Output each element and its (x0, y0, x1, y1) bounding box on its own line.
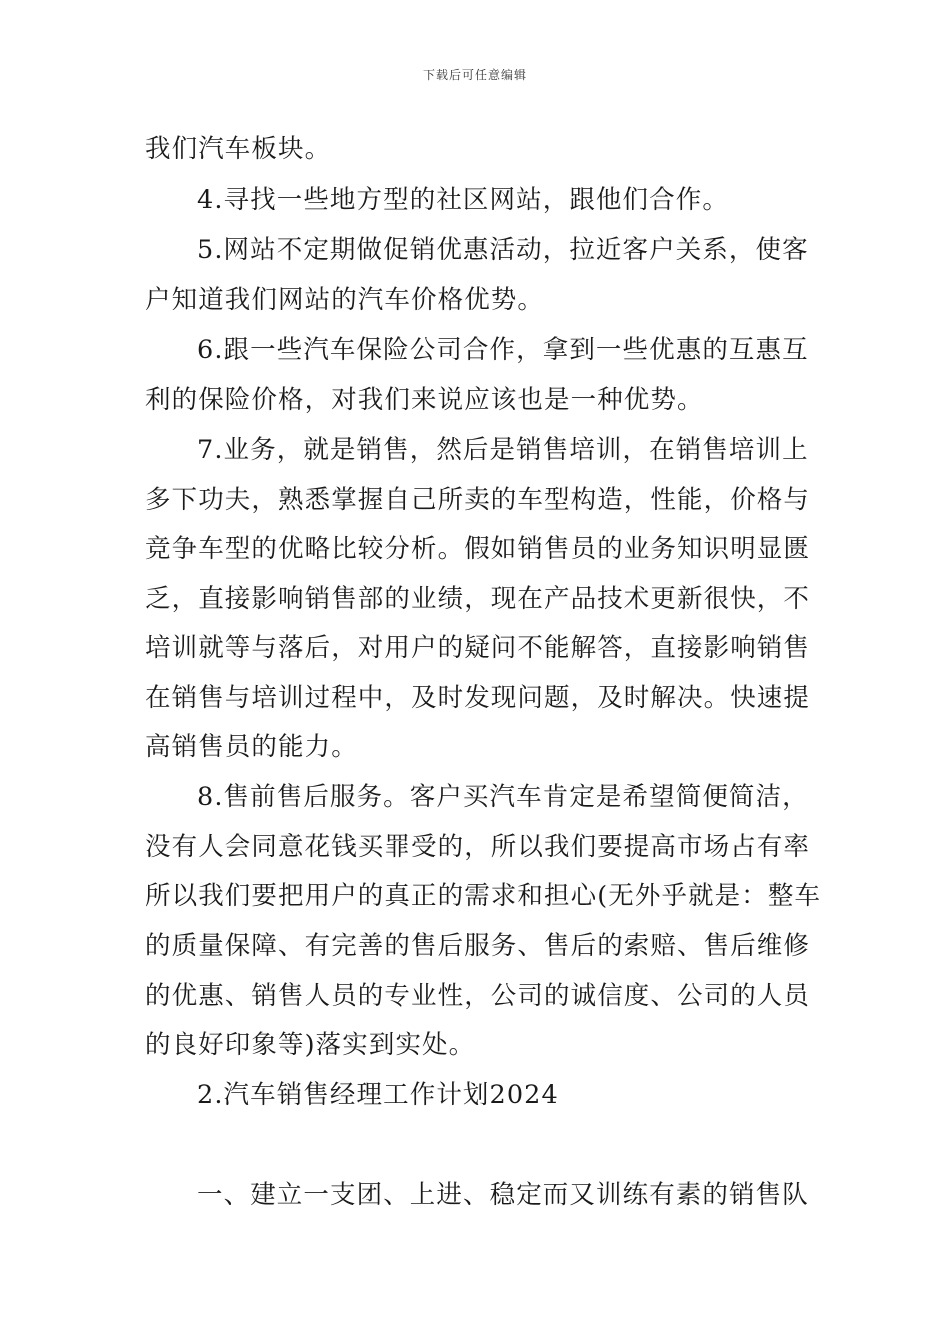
text-line: 利的保险价格，对我们来说应该也是一种优势。 (145, 385, 704, 415)
section-heading: 2.汽车销售经理工作计划2024 (197, 1080, 559, 1110)
text-line: 乏，直接影响销售部的业绩，现在产品技术更新很快，不 (145, 584, 811, 614)
text-line: 没有人会同意花钱买罪受的，所以我们要提高市场占有率 (145, 832, 811, 862)
text-line: 5.网站不定期做促销优惠活动，拉近客户关系，使客 (197, 235, 809, 265)
page-header: 下载后可任意编辑 (422, 68, 527, 82)
text-line: 我们汽车板块。 (145, 134, 332, 164)
text-line: 在销售与培训过程中，及时发现问题，及时解决。快速提 (145, 683, 811, 713)
text-line: 多下功夫，熟悉掌握自己所卖的车型构造，性能，价格与 (145, 485, 811, 515)
text-line: 一、建立一支团、上进、稳定而又训练有素的销售队 (197, 1180, 809, 1210)
text-line: 所以我们要把用户的真正的需求和担心(无外乎就是：整车 (145, 881, 822, 911)
text-line: 户知道我们网站的汽车价格优势。 (145, 285, 545, 315)
text-line: 6.跟一些汽车保险公司合作，拿到一些优惠的互惠互 (197, 335, 809, 365)
text-line: 4.寻找一些地方型的社区网站，跟他们合作。 (197, 185, 729, 215)
text-line: 7.业务，就是销售，然后是销售培训，在销售培训上 (197, 435, 809, 465)
text-line: 竞争车型的优略比较分析。假如销售员的业务知识明显匮 (145, 534, 811, 564)
text-line: 的质量保障、有完善的售后服务、售后的索赔、售后维修 (145, 931, 811, 961)
text-line: 培训就等与落后，对用户的疑问不能解答，直接影响销售 (145, 633, 811, 663)
text-line: 的良好印象等)落实到实处。 (145, 1030, 476, 1060)
text-line: 8.售前售后服务。客户买汽车肯定是希望简便简洁， (197, 782, 809, 812)
text-line: 高销售员的能力。 (145, 732, 358, 762)
text-line: 的优惠、销售人员的专业性，公司的诚信度、公司的人员 (145, 981, 811, 1011)
